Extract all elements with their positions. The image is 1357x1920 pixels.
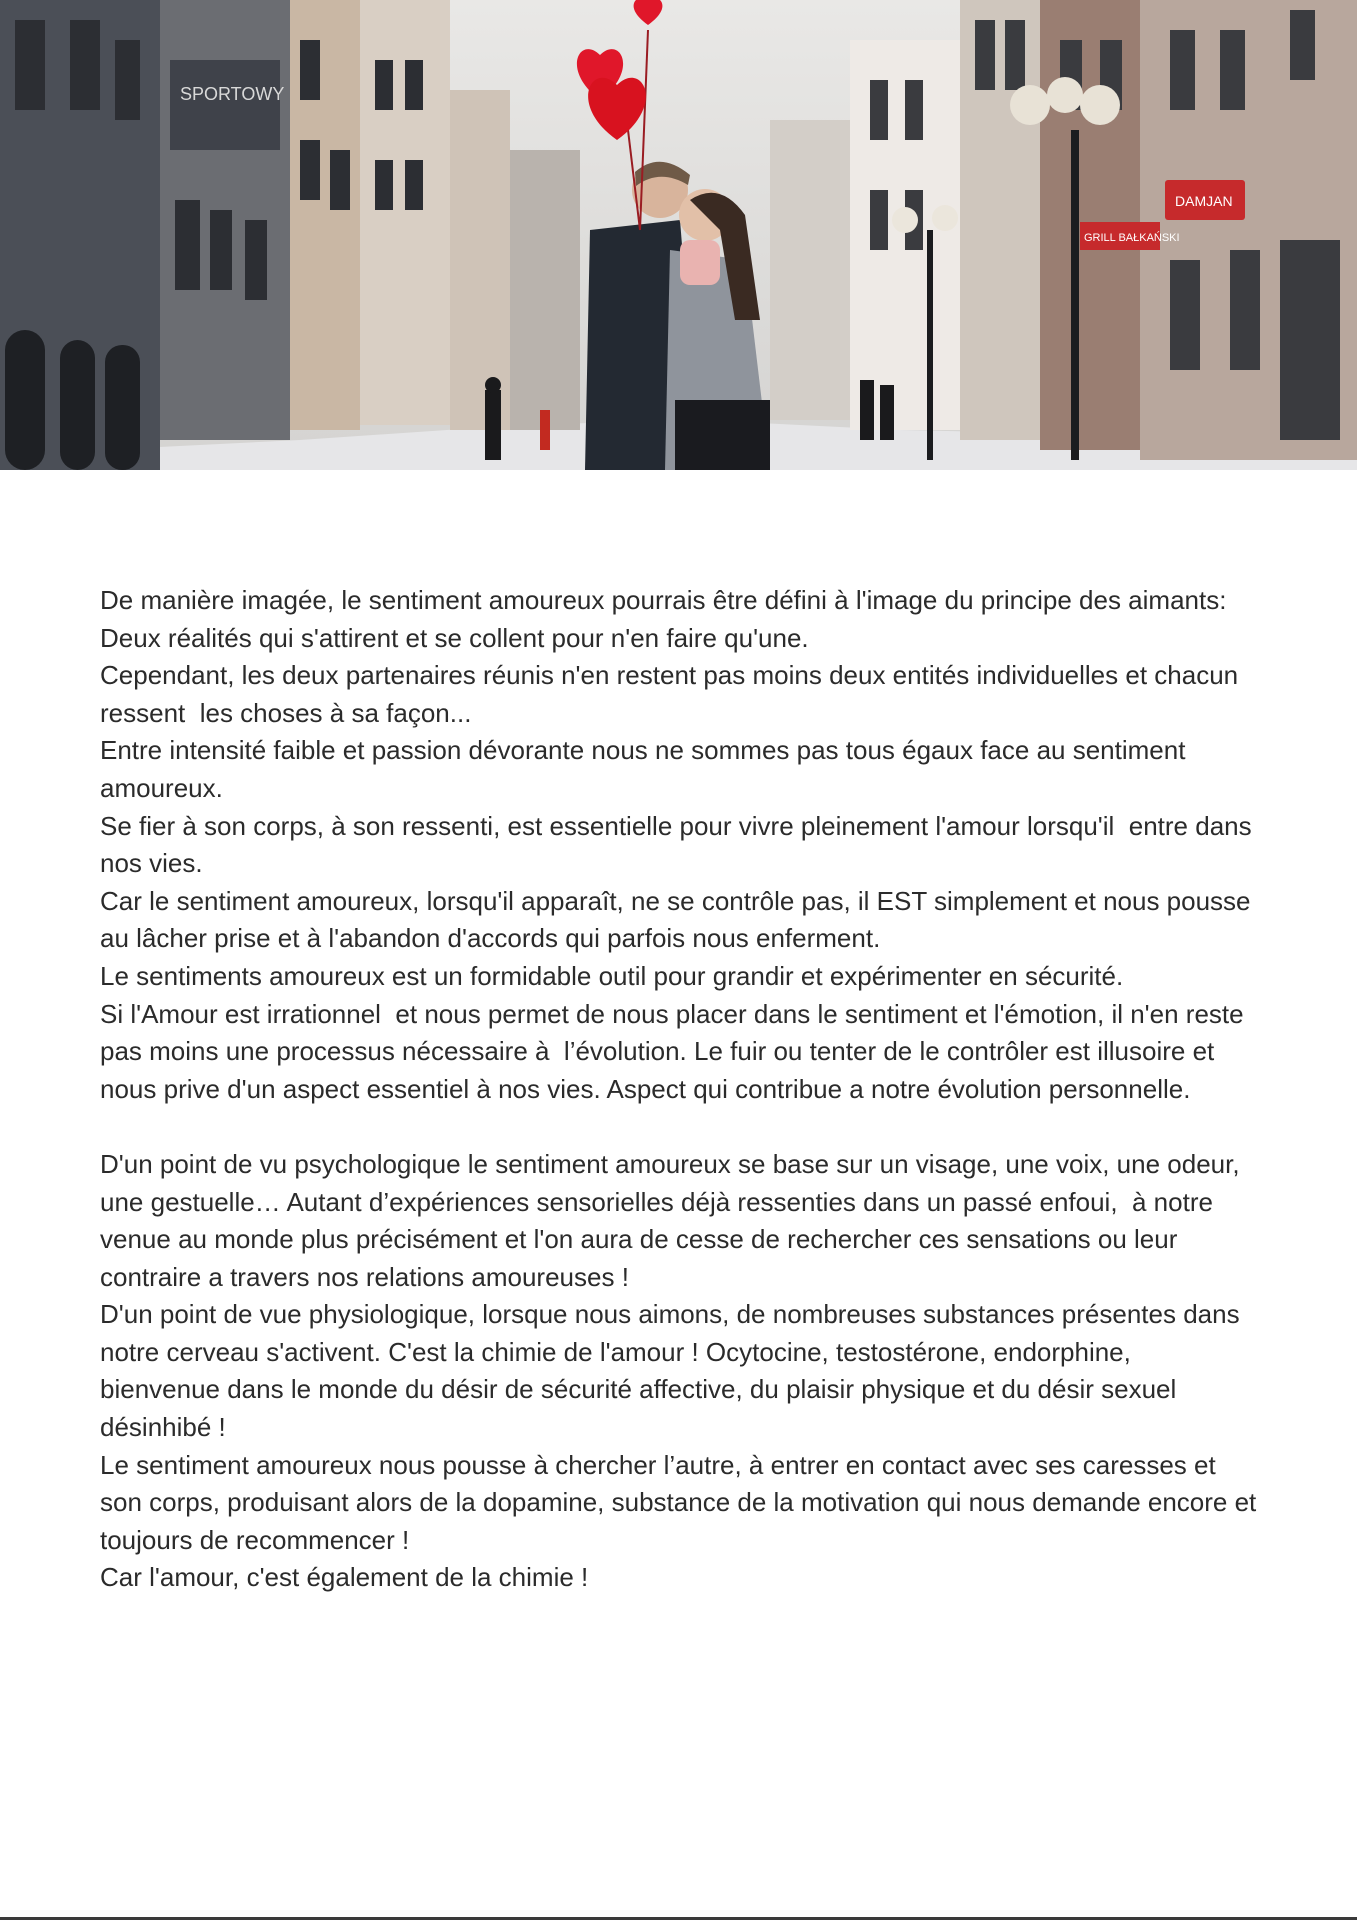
article-paragraph: Cependant, les deux partenaires réunis n'en restent pas moins deux entités individuelles et chacun ressent les choses à sa façon... <box>100 660 1246 728</box>
article-paragraph: D'un point de vu psychologique le sentiment amoureux se base sur un visage, une voix, une odeur, une gestuelle… Autant d’expériences sensorielles déjà ressenties dans un passé enfoui, à notre venue au monde plus précisément et l'on aura de cesse de rechercher ces sensations ou leur contraire a travers nos relations amoureuses ! <box>100 1148 1247 1292</box>
article-paragraph: Car le sentiment amoureux, lorsqu'il apparaît, ne se contrôle pas, il EST simplement et nous pousse au lâcher prise et à l'abandon d'accords qui parfois nous enferment. <box>100 885 1258 954</box>
hero-photo <box>0 0 1357 470</box>
paragraph-spacer <box>100 1108 1260 1146</box>
shop-sign-sportowy: SPORTOWY <box>180 84 285 104</box>
article-paragraph: Entre intensité faible et passion dévorante nous ne sommes pas tous égaux face au sentiment amoureux. <box>100 735 1193 803</box>
article-paragraph: Car l'amour, c'est également de la chimie ! <box>100 1562 589 1593</box>
article-paragraph: De manière imagée, le sentiment amoureux pourrais être défini à l'image du principe des aimants: <box>100 585 1227 615</box>
article-paragraph: D'un point de vue physiologique, lorsque nous aimons, de nombreuses substances présentes dans notre cerveau s'activent. C'est la chimie de l'amour ! Ocytocine, testostérone, endorphine, bienvenue dans le monde du désir de sécurité affective, du plaisir physique et du désir sexuel désinhibé ! <box>100 1299 1247 1443</box>
street-scene-illustration <box>0 0 1357 470</box>
article-body <box>100 582 1264 1597</box>
shop-sign-grill-text: GRILL BAŁKAŃSKI <box>1084 232 1180 244</box>
article-paragraph: Se fier à son corps, à son ressenti, est essentielle pour vivre pleinement l'amour lorsqu'il entre dans nos vies. <box>100 810 1259 879</box>
article-paragraph: Le sentiment amoureux nous pousse à chercher l’autre, à entrer en contact avec ses caresses et son corps, produisant alors de la dopamine, substance de la motivation qui nous demande encore et toujours de recommencer ! <box>100 1449 1264 1555</box>
article-paragraph: Le sentiments amoureux est un formidable outil pour grandir et expérimenter en sécurité. <box>100 960 1124 991</box>
article-paragraph: Deux réalités qui s'attirent et se collent pour n'en faire qu'une. <box>100 622 809 653</box>
article-paragraph: Si l'Amour est irrationnel et nous permet de nous placer dans le sentiment et l'émotion, il n'en reste pas moins une processus nécessaire à l’évolution. Le fuir ou tenter de le contrôler est illusoire et nous prive d'un aspect essentiel à nos vies. Aspect qui contribue a notre évolution personnelle. <box>100 998 1251 1104</box>
shop-sign-damjan-text: DAMJAN <box>1175 193 1233 209</box>
